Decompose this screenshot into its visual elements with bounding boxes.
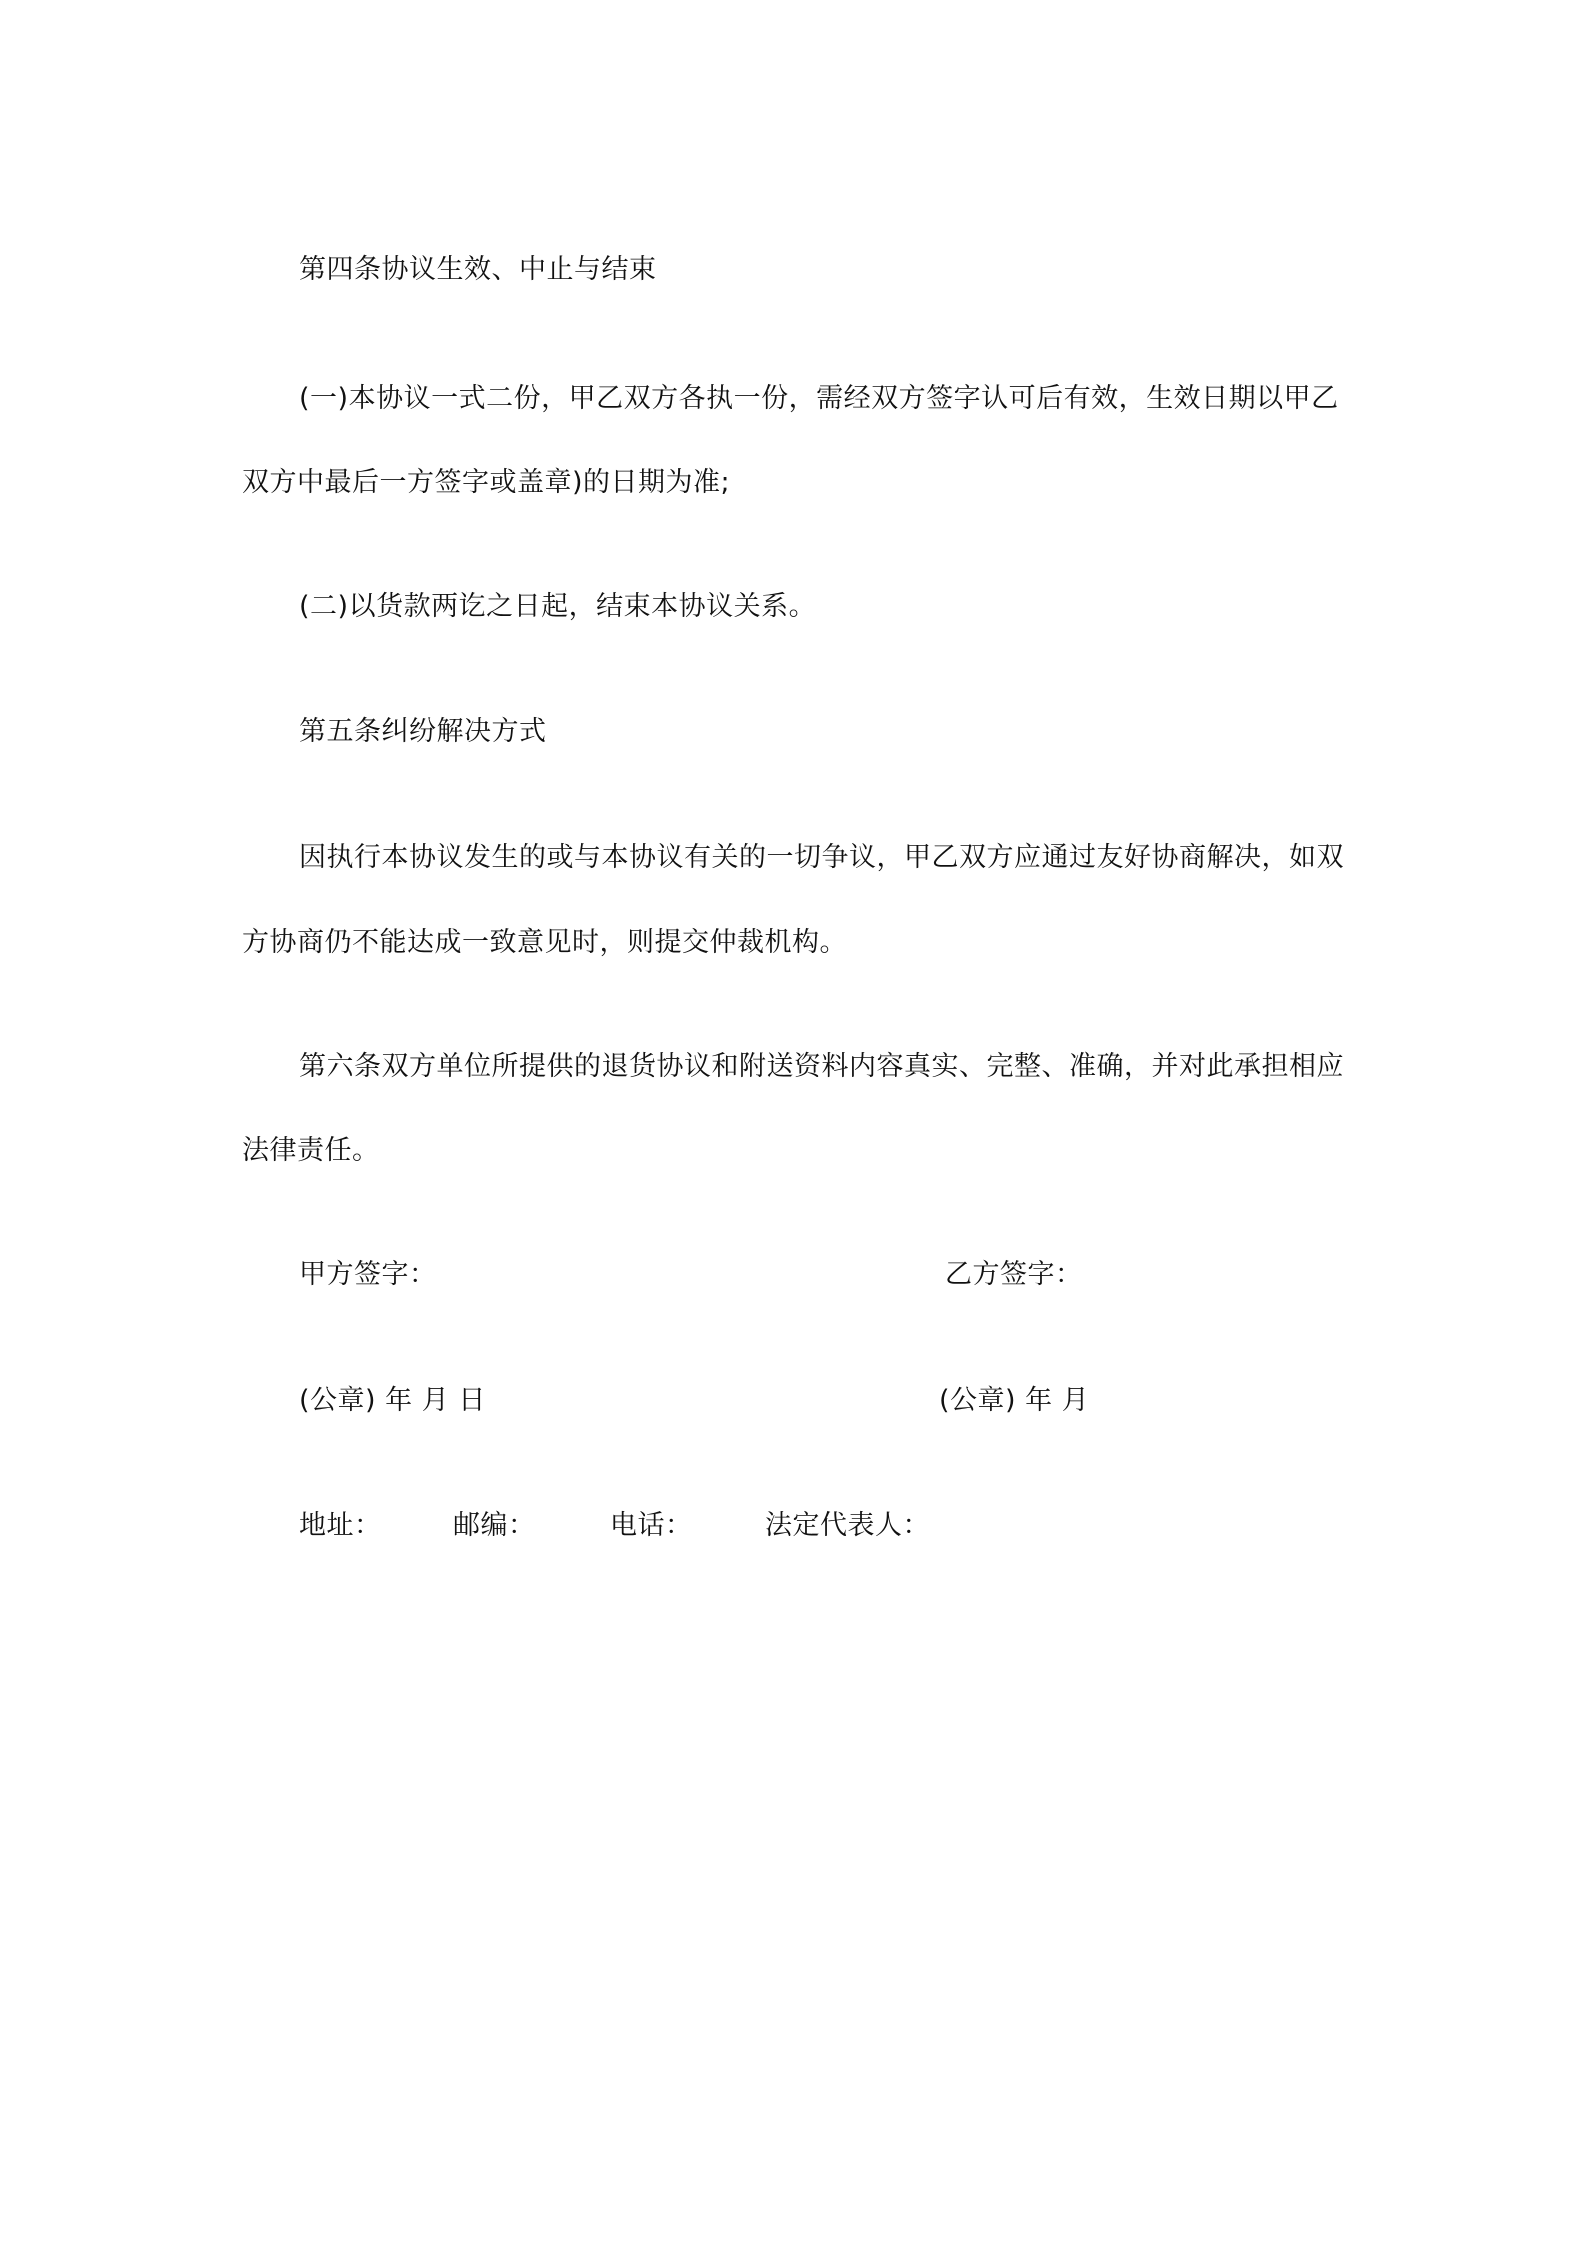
article5-body-line1: 因执行本协议发生的或与本协议有关的一切争议，甲乙双方应通过友好协商解决，如双 bbox=[299, 842, 1344, 873]
legal-representative-label: 法定代表人： bbox=[765, 1510, 930, 1541]
party-b-seal-date: (公章) 年 月 bbox=[939, 1385, 1090, 1416]
article4-item2: (二)以货款两讫之日起，结束本协议关系。 bbox=[299, 591, 817, 622]
party-b-signature-label: 乙方签字： bbox=[945, 1259, 1083, 1290]
article4-item1-line1: (一)本协议一式二份，甲乙双方各执一份，需经双方签字认可后有效，生效日期以甲乙 bbox=[299, 383, 1339, 414]
address-label: 地址： bbox=[299, 1510, 382, 1541]
article4-item1-line2: 双方中最后一方签字或盖章)的日期为准; bbox=[242, 467, 731, 498]
article5-title: 第五条纠纷解决方式 bbox=[299, 716, 547, 747]
article6-line1: 第六条双方单位所提供的退货协议和附送资料内容真实、完整、准确，并对此承担相应 bbox=[299, 1051, 1344, 1082]
postcode-label: 邮编： bbox=[453, 1510, 536, 1541]
party-a-signature-label: 甲方签字： bbox=[299, 1259, 437, 1290]
article5-body-line2: 方协商仍不能达成一致意见时，则提交仲裁机构。 bbox=[242, 927, 847, 958]
article6-line2: 法律责任。 bbox=[242, 1135, 380, 1166]
phone-label: 电话： bbox=[610, 1510, 693, 1541]
party-a-seal-date: (公章) 年 月 日 bbox=[299, 1385, 486, 1416]
article4-title: 第四条协议生效、中止与结束 bbox=[299, 254, 657, 285]
